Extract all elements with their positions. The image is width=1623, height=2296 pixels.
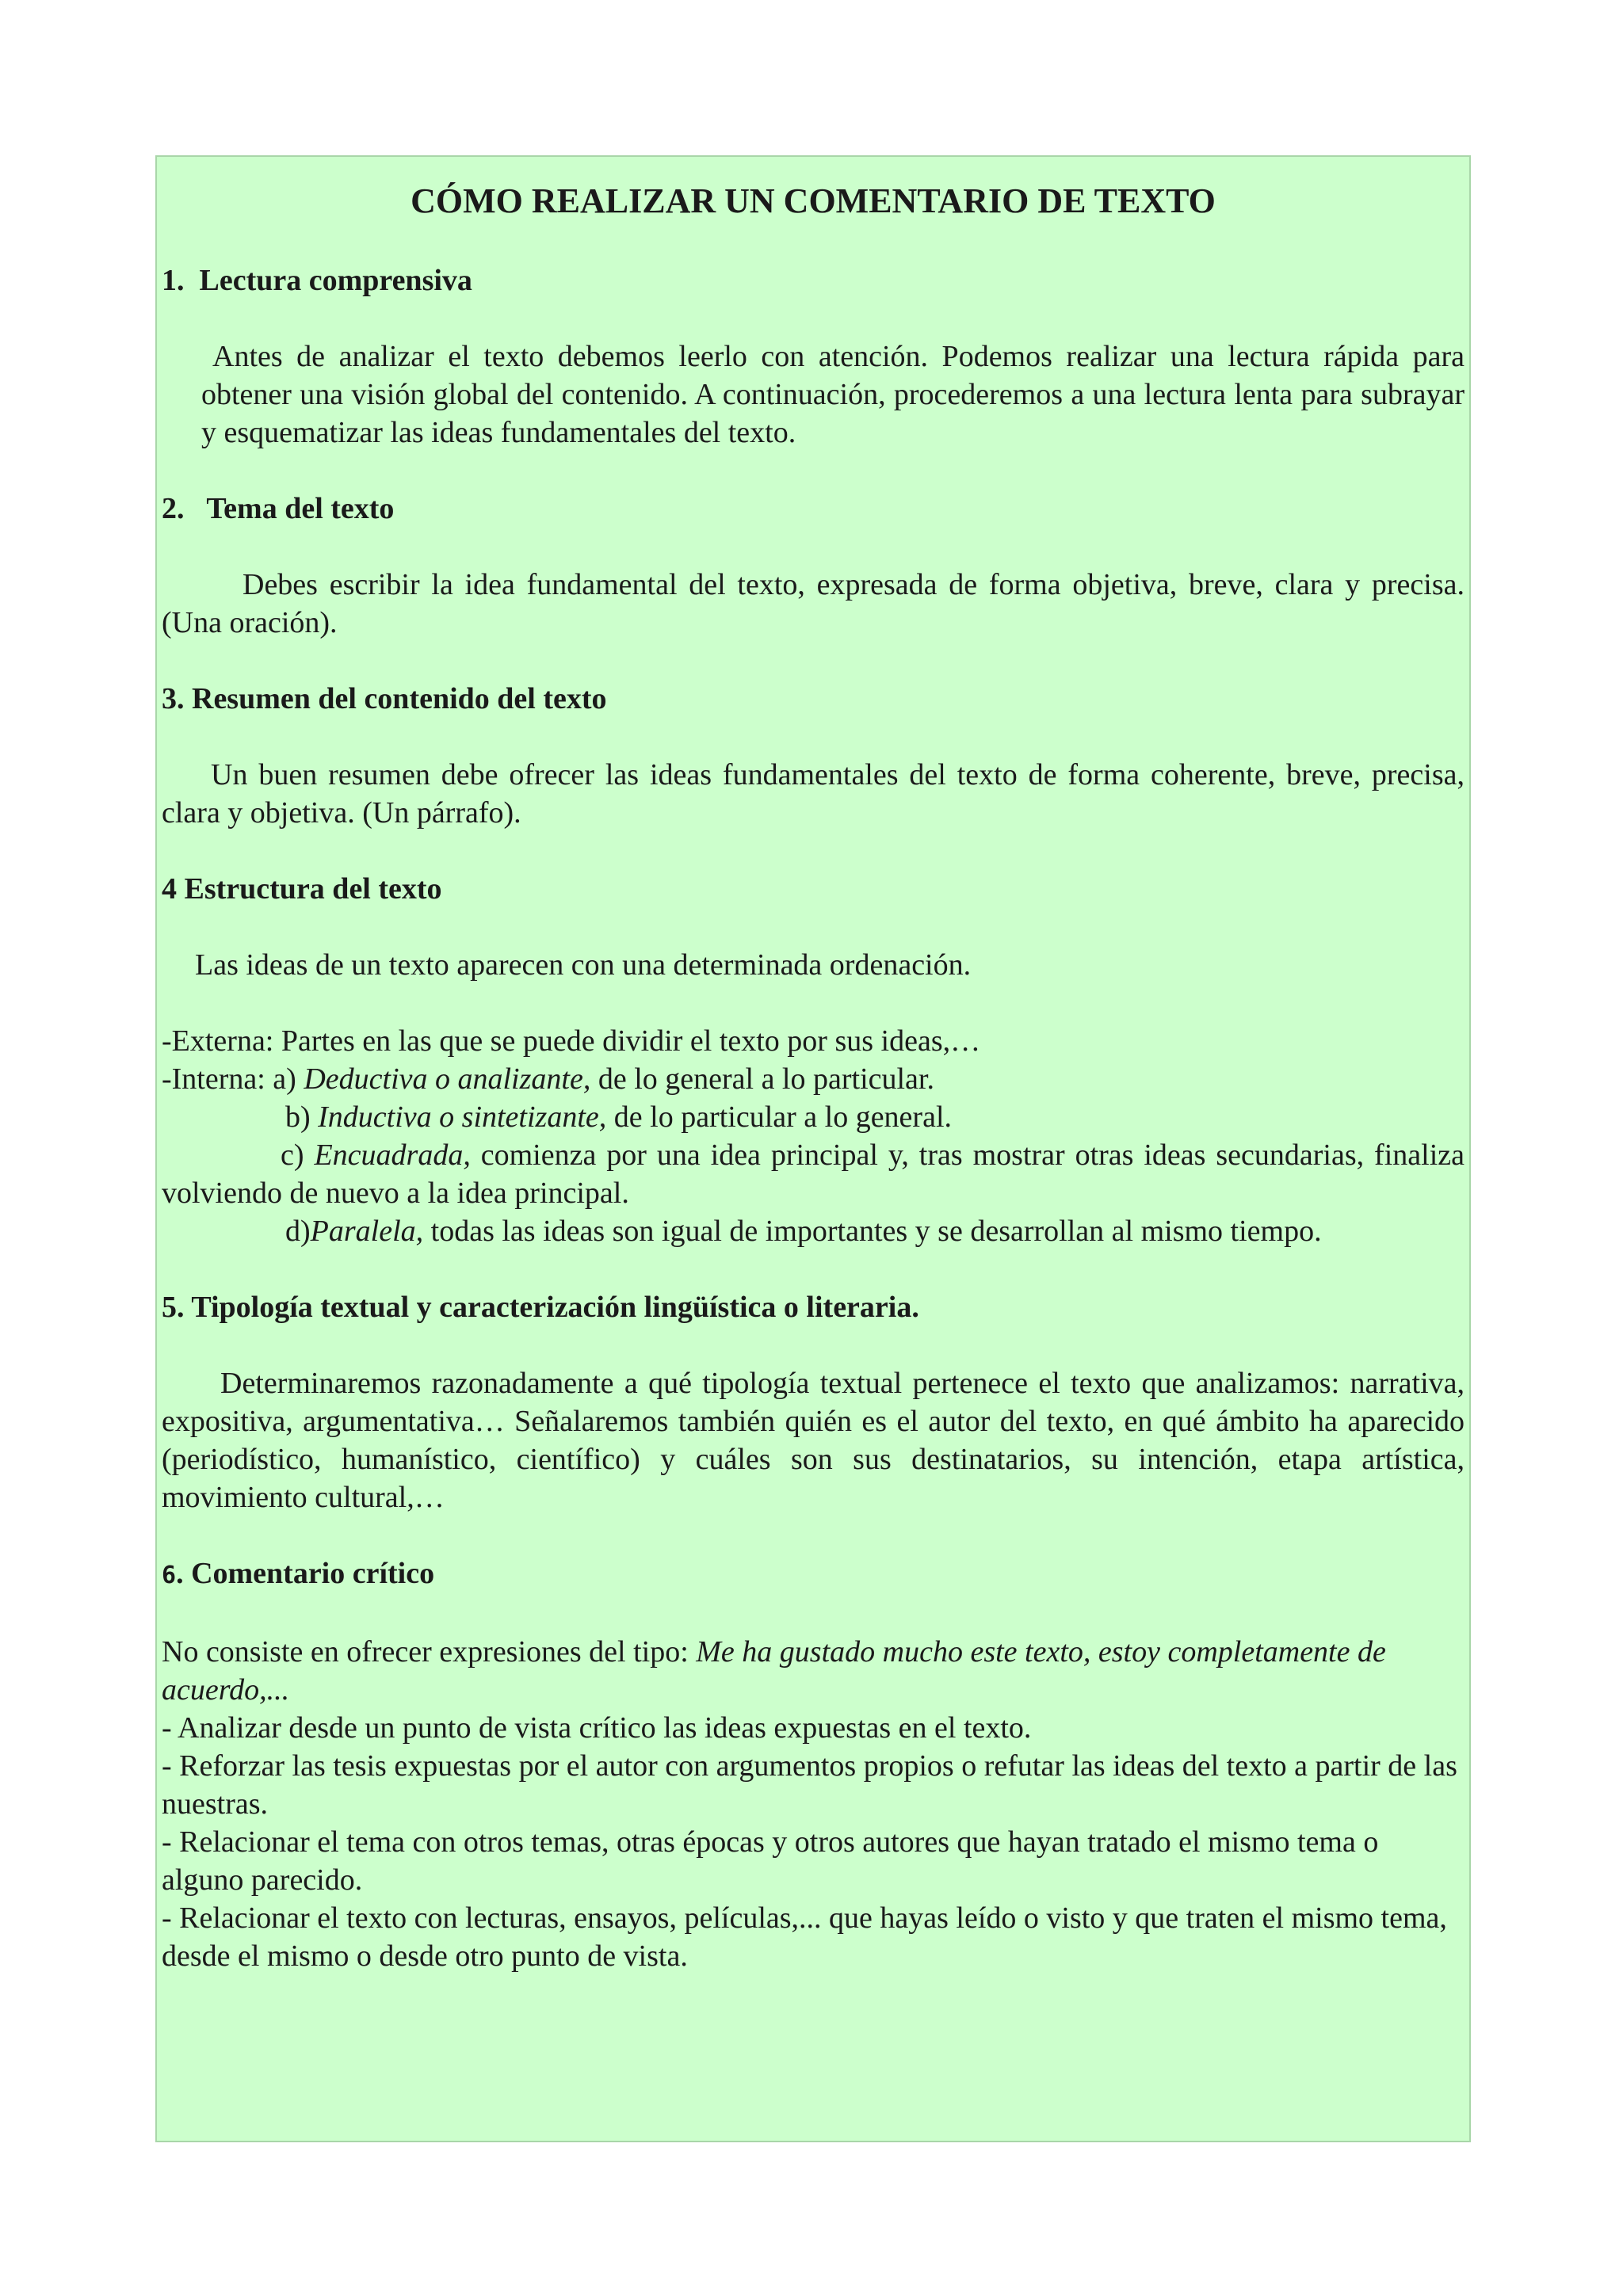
critique-bullet-2: - Reforzar las tesis expuestas por el autor con argumentos propios o refutar las ideas del texto a partir de las nuestras. <box>162 1749 1457 1821</box>
section-6-title: . Comentario crítico <box>176 1557 435 1590</box>
critique-bullet-3: - Relacionar el tema con otros temas, otras épocas y otros autores que hayan tratado el mismo tema o alguno parecido. <box>162 1825 1379 1897</box>
structure-interna-d <box>162 1212 1465 1250</box>
section-2-text <box>162 566 1465 642</box>
section-5-text <box>162 1364 1465 1516</box>
section-5-heading: 5. Tipología textual y caracterización lingüística o literaria. <box>162 1291 919 1324</box>
interna-d-type: Paralela, <box>310 1215 424 1248</box>
section-6-intro-example: Me ha gustado mucho este texto, estoy completamente de acuerdo,... <box>162 1635 1386 1707</box>
interna-d-prefix: d) <box>285 1215 311 1248</box>
section-6-number: 6 <box>162 1562 177 1589</box>
structure-interna-a <box>162 1060 1465 1098</box>
section-6-intro-plain: No consiste en ofrecer expresiones del tipo: <box>162 1635 697 1669</box>
section-1-text <box>201 338 1465 452</box>
critique-bullet-4: - Relacionar el texto con lecturas, ensayos, películas,... que hayas leído o visto y que traten el mismo tema, desde el mismo o desde otro punto de vista. <box>162 1901 1447 1973</box>
interna-b-prefix: b) <box>285 1100 319 1134</box>
section-1-heading: 1. Lectura comprensiva <box>162 264 472 297</box>
spacer <box>162 984 1465 1022</box>
section-4-heading: 4 Estructura del texto <box>162 872 442 906</box>
interna-d-desc: todas las ideas son igual de importantes y se desarrollan al mismo tiempo. <box>423 1215 1322 1248</box>
section-6-heading <box>162 1554 1465 1595</box>
section-4-intro-text: Las ideas de un texto aparecen con una determinada ordenación. <box>195 948 972 982</box>
document-content <box>162 157 1465 1975</box>
interna-c-prefix: c) <box>281 1138 315 1172</box>
document-title: CÓMO REALIZAR UN COMENTARIO DE TEXTO <box>411 181 1216 220</box>
section-5-text-content: Determinaremos razonadamente a qué tipología textual pertenece el texto que analizamos: narrativa, expositiva, argumentativa… Señalaremos también quién es el autor del texto, en qué ámbito ha aparecido (periodístico, humanístico, científico) y cuáles son sus destinatarios, su intención, etapa artística, movimiento cultural,… <box>162 1367 1465 1514</box>
interna-c-type: Encuadrada, <box>314 1138 471 1172</box>
structure-externa: -Externa: Partes en las que se puede dividir el texto por sus ideas,… <box>162 1024 981 1058</box>
critique-bullet-1: - Analizar desde un punto de vista crítico las ideas expuestas en el texto. <box>162 1711 1032 1745</box>
section-3-heading: 3. Resumen del contenido del texto <box>162 682 607 715</box>
section-2-heading: 2. Tema del texto <box>162 492 395 525</box>
interna-b-type: Inductiva o sintetizante, <box>318 1100 607 1134</box>
interna-a-type: Deductiva o analizante, <box>304 1062 591 1096</box>
section-3-text-content: Un buen resumen debe ofrecer las ideas fundamentales del texto de forma coherente, breve, precisa, clara y objetiva. (Un párrafo). <box>162 758 1465 830</box>
structure-interna-b <box>162 1098 1465 1136</box>
section-4-intro <box>162 946 1465 984</box>
interna-b-desc: de lo particular a lo general. <box>606 1100 953 1134</box>
interna-c-desc: comienza por una idea principal y, tras mostrar otras ideas secundarias, finaliza volviendo de nuevo a la idea principal. <box>162 1138 1465 1210</box>
section-6-intro <box>162 1633 1465 1709</box>
section-1-text-content: Antes de analizar el texto debemos leerlo con atención. Podemos realizar una lectura rápida para obtener una visión global del contenido. A continuación, procederemos a una lectura lenta para subrayar y esquematizar las ideas fundamentales del texto. <box>201 340 1465 449</box>
interna-a-desc: de lo general a lo particular. <box>590 1062 934 1096</box>
document-box <box>155 155 1471 2142</box>
section-2-text-content: Debes escribir la idea fundamental del texto, expresada de forma objetiva, breve, clara y precisa. (Una oración). <box>162 568 1465 639</box>
structure-interna-c <box>162 1136 1465 1212</box>
interna-prefix: -Interna: a) <box>162 1062 304 1096</box>
section-3-text <box>162 756 1465 832</box>
